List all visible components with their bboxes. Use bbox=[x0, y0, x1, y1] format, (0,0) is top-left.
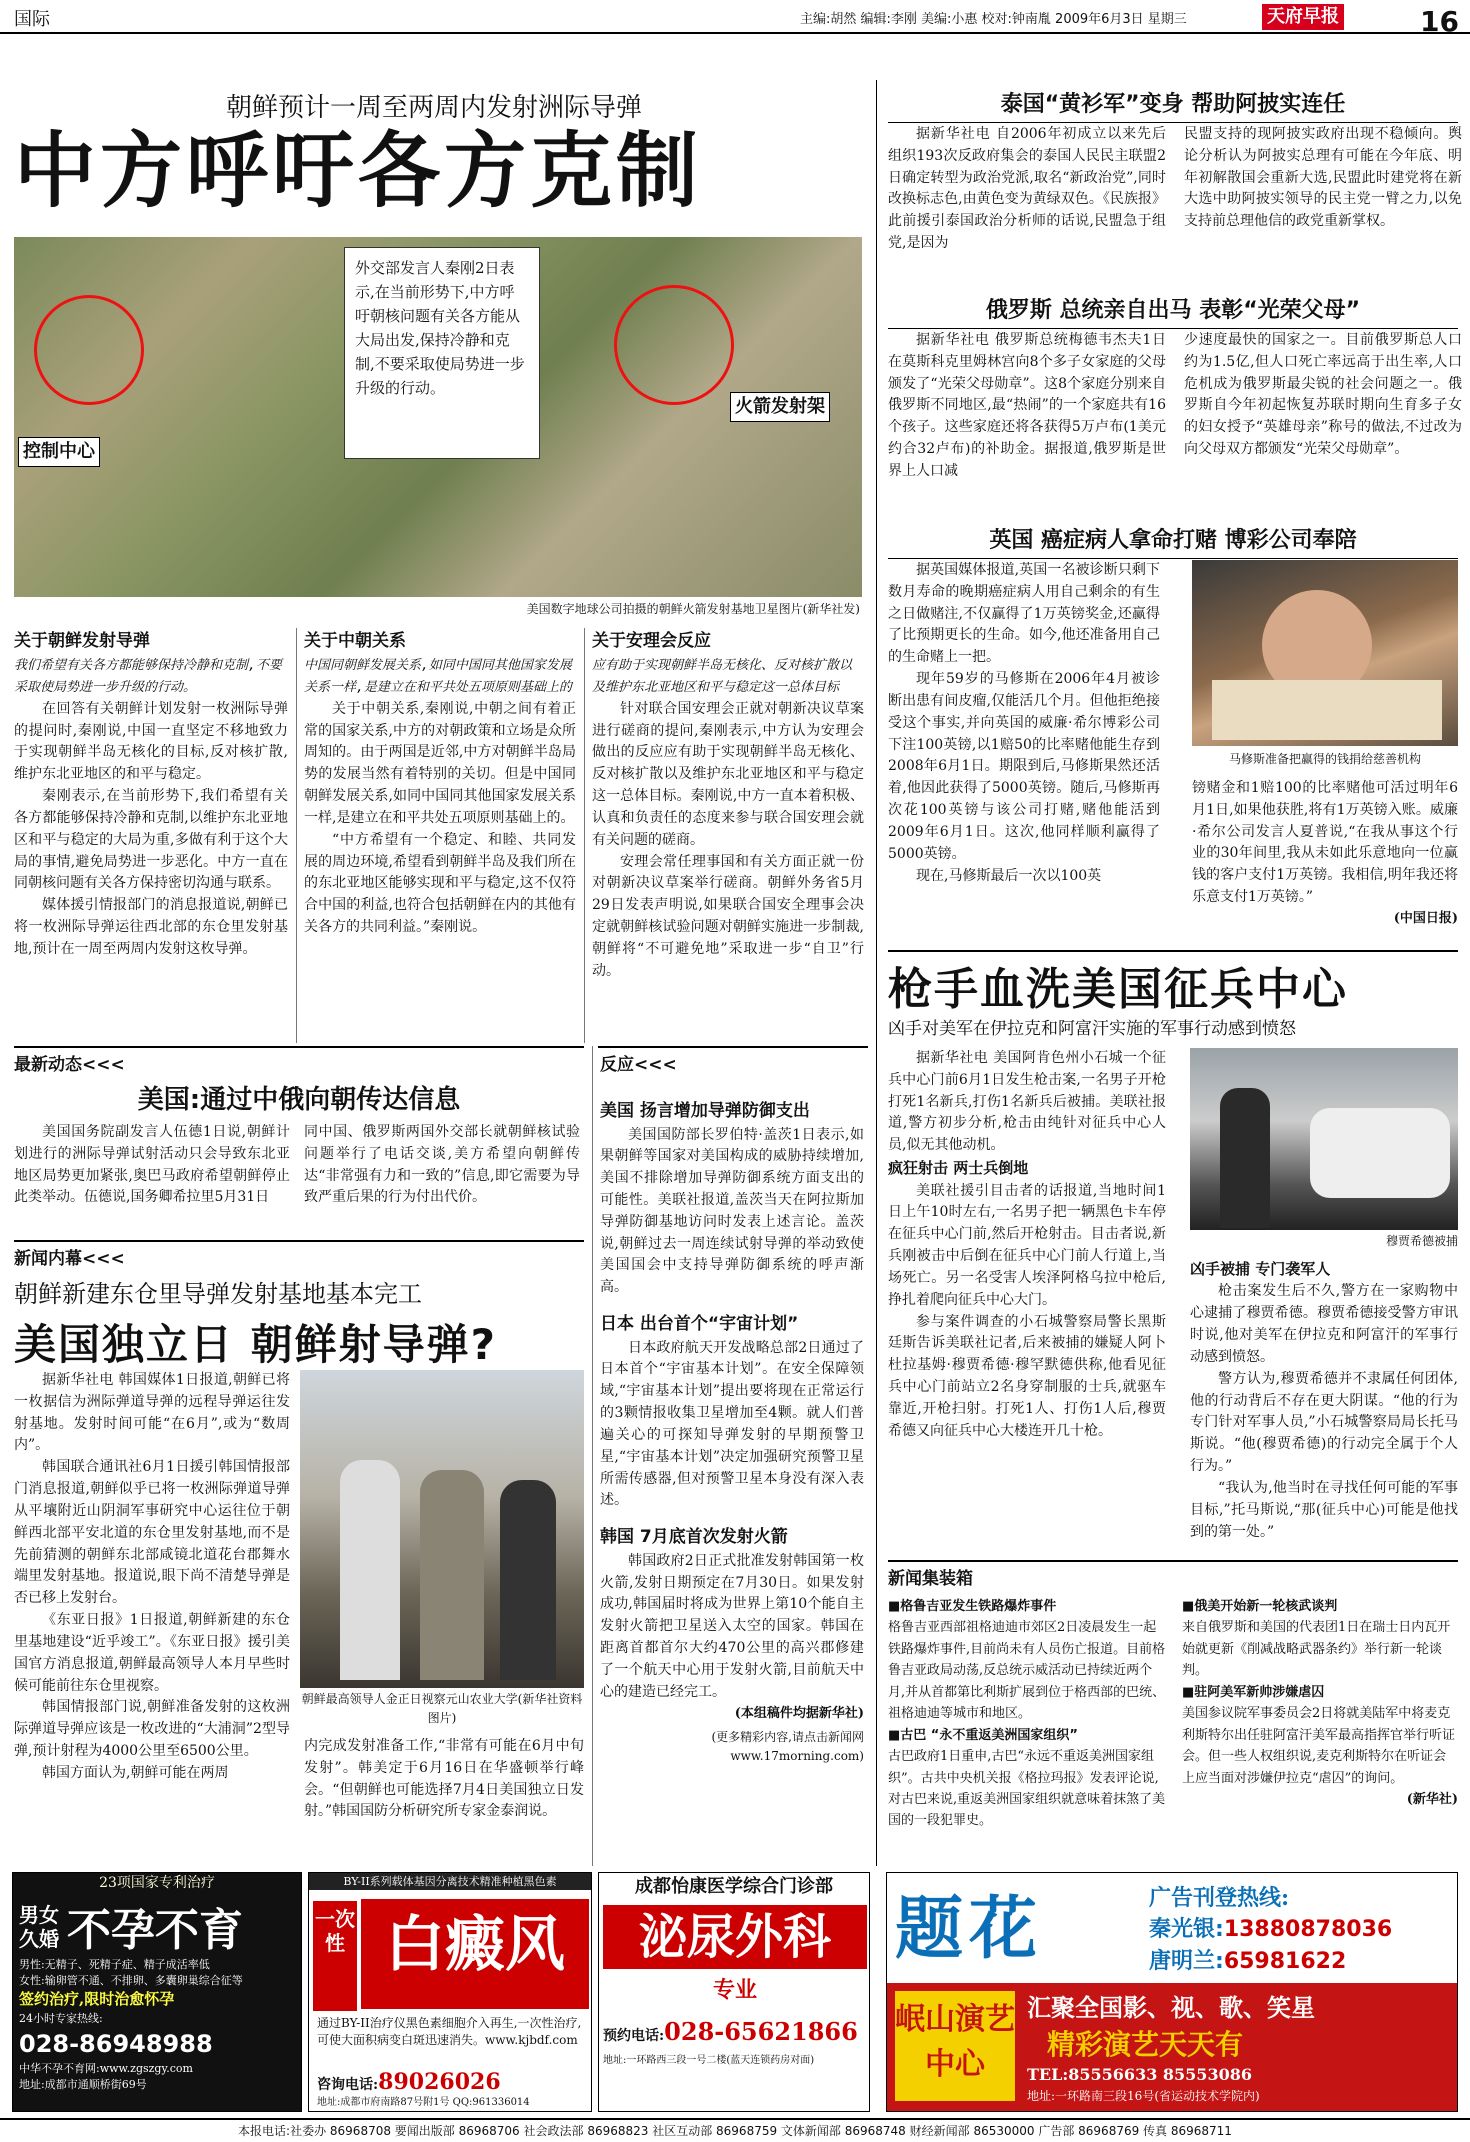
ad-sub-text: 通过BY-II治疗仪黑色素细胞介入再生,一次性治疗,可使大面积病变白斑迅速消失。www.kjbdf.com bbox=[317, 2016, 582, 2047]
ad-phone-label: 咨询电话: bbox=[317, 2077, 379, 2093]
paragraph: 参与案件调查的小石城警察局警长黑斯廷斯告诉美联社记者,后来被捕的嫌疑人阿卜杜拉基姆·穆贾希德·穆罕默德供称,他看见征兵中心门前站立2名身穿制服的士兵,就驱车靠近,开枪扫射。打死1人、打伤1人后,穆贾希德又向征兵中心大楼连开几十枪。 bbox=[888, 1313, 1166, 1439]
thailand-col2 bbox=[1184, 124, 1462, 233]
paragraph: 韩国政府2日正式批准发射韩国第一枚火箭,发射日期预定在7月30日。如果发射成功,韩国届时将成为世界上第10个能自主发射火箭把卫星送入太空的国家。韩国在距离首都首尔大约470公里的高兴郡修建了一个航天中心用于发射火箭,目前航天中心的建造已经完工。 bbox=[600, 1552, 864, 1700]
ad-address: 地址:一环路南三段16号(省运动技术学院内) bbox=[1027, 2089, 1260, 2103]
inside-section: 新闻内幕<<< bbox=[14, 1249, 125, 1269]
lead-column-3 bbox=[592, 628, 864, 982]
lead-col2-title: 关于中朝关系 bbox=[304, 631, 406, 651]
reaction-source: (本组稿件均据新华社) bbox=[734, 1705, 864, 1721]
lead-column-2 bbox=[304, 628, 576, 939]
ad-top-line: 23项国家专利治疗 bbox=[99, 1875, 215, 1891]
uk-col2 bbox=[1192, 778, 1458, 929]
ad-placement[interactable] bbox=[886, 1872, 1458, 2112]
russia-col1 bbox=[888, 330, 1166, 483]
lead-col3-intro: 应有助于实现朝鲜半岛无核化、反对核扩散以及维护东北亚地区和平与稳定这一总体目标 bbox=[592, 657, 853, 695]
control-center-label: 控制中心 bbox=[18, 437, 100, 467]
lead-kicker: 朝鲜预计一周至两周内发射洲际导弹 bbox=[225, 93, 642, 123]
satellite-photo bbox=[14, 237, 862, 597]
reaction-title-japan: 日本 出台首个“宇宙计划” bbox=[600, 1314, 799, 1335]
paragraph: 据新华社电 自2006年初成立以来先后组织193次反政府集会的泰国人民民主联盟2日确定转型为政治党派,取名“新政治党”,同时改换标志色,由黄色变为黄绿双色。《民族报》此前援引泰国政治分析师的话说,民盟急于组党,是因为 bbox=[888, 126, 1166, 252]
paragraph: 现年59岁的马修斯在2006年4月被诊断出患有间皮瘤,仅能活几个月。但他拒绝接受这个事实,并向英国的威廉·希尔博彩公司下注100英镑,以1赔50的比率赌他能生存到2008年6月1日。期限到后,马修斯果然还活着,他因此获得了5000英镑。随后,马修斯再次花100英镑与该公司打赌,赌他能活到2009年6月1日。这次,他同样顺利赢得了5000英镑。 bbox=[888, 671, 1160, 862]
shooting-sub2: 凶手被捕 专门袭军人 bbox=[1190, 1260, 1331, 1278]
brief-text: 格鲁吉亚西部祖格迪迪市郊区2日凌晨发生一起铁路爆炸事件,目前尚未有人员伤亡报道。目前格鲁吉亚政局动荡,反总统示威活动已持续近两个月,并从首都第比利斯扩展到位于格西部的巴统、祖格迪迪等城市和地区。 bbox=[888, 1620, 1166, 1722]
thailand-headline: 泰国“黄衫军”变身 帮助阿披实连任 bbox=[888, 88, 1458, 123]
ad-line: 签约治疗,限时治愈怀孕 bbox=[19, 1989, 175, 2008]
reaction-items bbox=[600, 1098, 864, 1765]
ad-contact-phone: 13880878036 bbox=[1223, 1917, 1393, 1942]
ad-address: 地址:成都市府南路87号附1号 QQ:961336014 bbox=[317, 2097, 530, 2108]
lead-column-1 bbox=[14, 628, 288, 961]
briefs-col1 bbox=[888, 1596, 1166, 1832]
brief-title: ■古巴 “永不重返美洲国家组织” bbox=[888, 1727, 1078, 1743]
ad-side-text: 男女久婚 bbox=[19, 1903, 59, 1951]
ad-infertility[interactable] bbox=[12, 1872, 302, 2112]
paragraph: 民盟支持的现阿披实政府出现不稳倾向。舆论分析认为阿披实总理有可能在今年底、明年初解散国会重新大选,民盟此时建党将在新大选中助阿披实领导的民主党一臂之力,以免支持前总理他信的政党重新掌权。 bbox=[1184, 126, 1462, 230]
ad-phone: 89026026 bbox=[378, 2069, 501, 2095]
paragraph: 据新华社电 俄罗斯总统梅德韦杰夫1日在莫斯科克里姆林宫向8个多子女家庭的父母颁发了“光荣父母勋章”。这8个家庭分别来自俄罗斯不同地区,最“热闹”的一个家庭共有16个孩子。这些家庭还将各获得5万卢布(1美元约合32卢布)的补助金。据报道,俄罗斯是世界上人口减 bbox=[888, 332, 1166, 479]
paragraph: 媒体援引情报部门的消息报道说,朝鲜已将一枚洲际导弹运往西北部的东仓里发射基地,预计在一周至两周内发射这枚导弹。 bbox=[14, 897, 288, 957]
ad-hotline-label: 广告刊登热线: bbox=[1149, 1885, 1290, 1911]
ad-contact-name: 秦光银: bbox=[1149, 1917, 1224, 1942]
russia-col2 bbox=[1184, 330, 1462, 461]
paragraph: 据新华社电 韩国媒体1日报道,朝鲜已将一枚据信为洲际弹道导弹的远程导弹运往发射基地。发射时间可能“在6月”,或为“数周内”。 bbox=[14, 1372, 290, 1454]
arrest-photo bbox=[1190, 1048, 1458, 1230]
paragraph: 同中国、俄罗斯两国外交部长就朝鲜核试验问题举行了电话交谈,美方希望向朝鲜传达“非常强有力和一致的”信息,即它需要为导致严重后果的行为付出代价。 bbox=[304, 1124, 580, 1206]
shooting-headline: 枪手血洗美国征兵中心 bbox=[888, 964, 1348, 1015]
kim-jongil-photo bbox=[300, 1370, 584, 1688]
editor-credits: 主编:胡然 编辑:李刚 美编:小惠 校对:钟南胤 2009年6月3日 星期三 bbox=[800, 12, 1187, 27]
ad-slogan: 汇聚全国影、视、歌、笑星 bbox=[1027, 1993, 1315, 2022]
paragraph: 关于中朝关系,秦刚说,中朝之间有着正常的国家关系,中方的对朝政策和立场是众所周知的。由于两国是近邻,中方对朝鲜半岛局势的发展当然有着特别的关切。但是中国同朝鲜发展关系,如同中国同其他国家发展关系一样,是建立在和平共处五项原则基础上的。 bbox=[304, 700, 576, 826]
paragraph: 美联社援引目击者的话报道,当地时间1日上午10时左右,一名男子把一辆黑色卡车停在征兵中心门前,然后开枪射击。目击者说,新兵刚被击中后倒在征兵中心门前人行道上,当场死亡。另一名受害人埃泽阿格乌拉中枪后,挣扎着爬向征兵中心大门。 bbox=[888, 1182, 1166, 1308]
reaction-more-link[interactable]: (更多精彩内容,请点击新闻网www.17morning.com) bbox=[711, 1729, 864, 1763]
uk-headline: 英国 癌症病人拿命打赌 博彩公司奉陪 bbox=[888, 524, 1458, 559]
paragraph: 《东亚日报》1日报道,朝鲜新建的东仓里基地建设“近乎竣工”。《东亚日报》援引美国官方消息报道,朝鲜最高领导人本月早些时候可能前往东仓里视察。 bbox=[14, 1612, 290, 1694]
ad-phone: 028-65621866 bbox=[664, 2017, 858, 2046]
paragraph: 少速度最快的国家之一。目前俄罗斯总人口约为1.5亿,但人口死亡率远高于出生率,人口危机成为俄罗斯最尖锐的社会问题之一。俄罗斯自今年初起恢复苏联时期向生育多子女的妇女授予“英雄母亲”称号的做法,不过改为向父母双方都颁发“光荣父母勋章”。 bbox=[1184, 332, 1462, 458]
briefs-source: (新华社) bbox=[1406, 1791, 1458, 1807]
ad-address: 地址:成都市通顺桥街69号 bbox=[19, 2078, 147, 2092]
brief-title: ■俄美开始新一轮核武谈判 bbox=[1182, 1599, 1338, 1614]
shooting-col1 bbox=[888, 1048, 1166, 1442]
ad-side-text: 一次性 bbox=[313, 1901, 357, 2011]
launch-pad-label: 火箭发射架 bbox=[730, 392, 830, 422]
ad-phone: 028-86948988 bbox=[19, 2029, 213, 2058]
ad-sub-text: 专业 bbox=[712, 1977, 757, 2003]
inside-kicker: 朝鲜新建东仓里导弹发射基地基本完工 bbox=[14, 1280, 422, 1308]
ad-line: 女性:输卵管不通、不排卵、多囊卵巢综合征等 bbox=[19, 1973, 243, 1987]
shooting-subtitle: 凶手对美军在伊拉克和阿富汗实施的军事行动感到愤怒 bbox=[888, 1019, 1296, 1039]
paragraph: 在回答有关朝鲜计划发射一枚洲际导弹的提问时,秦刚说,中国一直坚定不移地致力于实现朝鲜半岛无核化的目标,反对核扩散,维护东北亚地区的和平与稳定。 bbox=[14, 700, 288, 783]
lead-col1-intro: 我们希望有关各方都能够保持冷静和克制,不要采取使局势进一步升级的行动。 bbox=[14, 657, 282, 695]
brief-title: ■格鲁吉亚发生铁路爆炸事件 bbox=[888, 1599, 1057, 1614]
paragraph: 韩国情报部门说,朝鲜准备发射的这枚洲际弹道导弹应该是一枚改进的“大浦洞”2型导弹,预计射程为4000公里至6500公里。 bbox=[14, 1699, 290, 1760]
paragraph: 美国国防部长罗伯特·盖茨1日表示,如果朝鲜等国家对美国构成的威胁持续增加,美国不排除增加导弹防御系统方面支出的可能性。美联社报道,盖茨当天在阿拉斯加导弹防御基地访问时发表上述言论。盖茨说,朝鲜过去一周连续试射导弹的举动致使美国国会中支持导弹防御系统的呼声渐高。 bbox=[600, 1126, 864, 1296]
uk-source: (中国日报) bbox=[1393, 910, 1458, 926]
paragraph: 现在,马修斯最后一次以100英 bbox=[916, 867, 1102, 884]
thailand-col1 bbox=[888, 124, 1166, 255]
brief-text: 古巴政府1日重申,古巴“永远不重返美洲国家组织”。古共中央机关报《格拉玛报》发表评论说,对古巴来说,重返美洲国家组织就意味着抹煞了美国的一段犯罪史。 bbox=[888, 1749, 1166, 1829]
ad-main-text: 白癜风 bbox=[361, 1899, 589, 2009]
reaction-section: 反应<<< bbox=[600, 1055, 677, 1075]
page-footer: 本报电话:社委办 86968708 要闻出版部 86968706 社会政法部 86968823 社区互动部 86968759 文体新闻部 86968748 财经新闻部 86530000 广告部 86968769 传真 86968711 bbox=[0, 2118, 1470, 2142]
russia-headline: 俄罗斯 总统亲自出马 表彰“光荣父母” bbox=[888, 294, 1458, 329]
ad-address: 地址:一环路西三段一号二楼(蓝天连锁药房对面) bbox=[603, 2055, 815, 2066]
reaction-title-us: 美国 扬言增加导弹防御支出 bbox=[600, 1101, 810, 1121]
paragraph: 安理会常任理事国和有关方面正就一份对朝新决议草案举行磋商。朝鲜外务省5月29日发表声明说,如果联合国安全理事会决定就朝鲜核试验问题对朝鲜实施进一步制裁,朝鲜将“不可避免地”采取进一步“自卫”行动。 bbox=[592, 853, 864, 979]
brief-title: ■驻阿美军新帅涉嫌虐囚 bbox=[1182, 1684, 1325, 1700]
ad-main-text: 泌尿外科 bbox=[603, 1905, 867, 1969]
paragraph: “我认为,他当时在寻找任何可能的军事目标,”托马斯说,“那(征兵中心)可能是他找到的第一处。” bbox=[1190, 1479, 1458, 1540]
brief-text: 来自俄罗斯和美国的代表团1日在瑞士日内瓦开始就更新《削减战略武器条约》举行新一轮谈判。 bbox=[1182, 1620, 1451, 1679]
paragraph: 内完成发射准备工作,“非常有可能在6月中旬发射”。韩美定于6月16日在华盛顿举行峰会。“但朝鲜也可能选择7月4日美国独立日发射。”韩国国防分析研究所专家金泰润说。 bbox=[304, 1738, 584, 1820]
paragraph: 日本政府航天开发战略总部2日通过了日本首个“宇宙基本计划”。在安全保障领域,“宇宙基本计划”提出要将现在正常运行的3颗情报收集卫星增加至4颗。就人们普遍关心的可探知导弹发射的早期预警卫星,“宇宙基本计划”决定加强研究预警卫星所需传感器,但对预警卫星本身没有深入表述。 bbox=[600, 1339, 864, 1509]
inside-col1 bbox=[14, 1370, 290, 1785]
paragraph: 针对联合国安理会正就对朝新决议草案进行磋商的提问,秦刚表示,中方认为安理会做出的反应应有助于实现朝鲜半岛无核化、反对核扩散以及维护东北亚地区和平与稳定这一总体目标。秦刚说,中方一直本着积极、认真和负责任的态度来参与联合国安理会就有关问题的磋商。 bbox=[592, 700, 864, 848]
ad-contact-name: 唐明兰: bbox=[1149, 1949, 1224, 1974]
shooting-sub1: 疯狂射击 两士兵倒地 bbox=[888, 1159, 1029, 1178]
ad-slogan: 精彩演艺天天有 bbox=[1047, 2028, 1244, 2061]
briefs-section: 新闻集装箱 bbox=[888, 1569, 973, 1589]
inside-headline: 美国独立日 朝鲜射导弹? bbox=[14, 1320, 497, 1369]
paragraph: 韩国方面认为,朝鲜可能在两周 bbox=[42, 1764, 229, 1781]
lead-col3-title: 关于安理会反应 bbox=[592, 631, 711, 651]
newspaper-logo: 天府早报 bbox=[1262, 4, 1344, 30]
launch-pad-circle bbox=[614, 285, 734, 405]
satellite-caption: 美国数字地球公司拍摄的朝鲜火箭发射基地卫星图片(新华社发) bbox=[526, 602, 860, 616]
shooting-col2 bbox=[1190, 1258, 1458, 1543]
paragraph: “中方希望有一个稳定、和睦、共同发展的周边环境,希望看到朝鲜半岛及我们所在的东北亚地区能够实现和平与稳定,这不仅符合中国的利益,也符合包括朝鲜在内的其他有关各方的共同利益。”秦刚说。 bbox=[304, 831, 576, 935]
paragraph: 韩国联合通讯社6月1日援引韩国情报部门消息报道,朝鲜似乎已将一枚洲际弹道导弹从平壤附近山阴洞军事研究中心运往位于朝鲜西北部平安北道的东仓里发射基地,而不是先前猜测的朝鲜东北部咸镜北道花台郡舞水端里发射基地。报道说,眼下尚不清楚导弹是否已移上发射台。 bbox=[14, 1459, 290, 1607]
paragraph: 枪击案发生后不久,警方在一家购物中心逮捕了穆贾希德。穆贾希德接受警方审讯时说,他对美军在伊拉克和阿富汗的军事行动感到愤怒。 bbox=[1190, 1283, 1458, 1365]
dynamics-col2 bbox=[304, 1122, 580, 1209]
page-number: 16 bbox=[1420, 5, 1459, 38]
control-center-circle bbox=[34, 295, 144, 405]
reaction-title-korea: 韩国 7月底首次发射火箭 bbox=[600, 1527, 788, 1548]
ad-tel: 85556633 bbox=[1068, 2065, 1158, 2084]
lead-col1-title: 关于朝鲜发射导弹 bbox=[14, 631, 150, 651]
paragraph: 警方认为,穆贾希德并不隶属任何团体,他的行动背后不存在更大阴谋。“他的行为专门针对军事人员,”小石城警察局局长托马斯说。“他(穆贾希德)的行动完全属于个人行为。” bbox=[1190, 1370, 1458, 1475]
paragraph: 据英国媒体报道,英国一名被诊断只剩下数月寿命的晚期癌症病人用自己剩余的有生之日做赌注,不仅赢得了1万英镑奖金,还赢得了比预期更长的生命。如今,他还准备用自己的生命赌上一把。 bbox=[888, 562, 1160, 666]
spokesman-quote-box: 外交部发言人秦刚2日表示,在当前形势下,中方呼吁朝核问题有关各方能从大局出发,保持冷静和克制,不要采取使局势进一步升级的行动。 bbox=[344, 247, 540, 459]
lead-headline: 中方呼吁各方克制 bbox=[14, 124, 703, 219]
inside-col2 bbox=[304, 1736, 584, 1823]
ad-contact-phone: 65981622 bbox=[1223, 1949, 1347, 1974]
ad-tel-label: TEL: bbox=[1027, 2065, 1069, 2084]
kim-photo-caption: 朝鲜最高领导人金正日视察元山农业大学(新华社资料图片) bbox=[301, 1692, 583, 1725]
ad-phone-label: 预约电话: bbox=[603, 2028, 665, 2044]
paragraph: 镑赌金和1赔100的比率赌他可活过明年6月1日,如果他获胜,将有1万英镑入账。威廉·希尔公司发言人夏普说,“在我从事这个行业的30年间里,我从未如此乐意地向一位赢钱的客户支付1万英镑。我相信,明年我还将乐意支付1万英镑。” bbox=[1192, 780, 1458, 906]
dynamics-headline: 美国:通过中俄向朝传达信息 bbox=[137, 1085, 461, 1115]
ad-main-text: 不孕不育 bbox=[67, 1905, 243, 1956]
matthews-caption: 马修斯准备把赢得的钱捐给慈善机构 bbox=[1228, 752, 1421, 766]
lead-col2-intro: 中国同朝鲜发展关系,如同中国同其他国家发展关系一样,是建立在和平共处五项原则基础上的 bbox=[304, 657, 572, 695]
paragraph: 美国国务院副发言人伍德1日说,朝鲜计划进行的洲际导弹试射活动只会导致东北亚地区局势更加紧张,奥巴马政府希望朝鲜停止此类举动。伍德说,国务卿希拉里5月31日 bbox=[14, 1124, 290, 1206]
dynamics-section: 最新动态<<< bbox=[14, 1055, 125, 1075]
brief-text: 美国参议院军事委员会2日将就美陆军中将麦克利斯特尔出任驻阿富汗美军最高指挥官举行听证会。但一些人权组织说,麦克利斯特尔在听证会上应当面对涉嫌伊拉克“虐囚”的询问。 bbox=[1182, 1706, 1456, 1786]
dynamics-col1 bbox=[14, 1122, 290, 1209]
briefs-col2 bbox=[1182, 1596, 1458, 1810]
ad-vitiligo[interactable] bbox=[308, 1872, 592, 2112]
paragraph: 据新华社电 美国阿肯色州小石城一个征兵中心门前6月1日发生枪击案,一名男子开枪打死1名新兵,打伤1名新兵后被捕。美联社报道,警方初步分析,枪击由纯针对征兵中心人员,似无其他动机。 bbox=[888, 1050, 1166, 1154]
ad-main-text: 题花 bbox=[895, 1890, 1044, 1969]
ad-web: 中华不孕不育网:www.zgszgy.com bbox=[19, 2062, 193, 2076]
ads-row bbox=[0, 1868, 1470, 2118]
section-name: 国际 bbox=[14, 9, 50, 30]
uk-col1 bbox=[888, 560, 1160, 887]
ad-top-line: 成都怡康医学综合门诊部 bbox=[635, 1876, 833, 1897]
ad-hotline-label: 24小时专家热线: bbox=[19, 2011, 103, 2025]
ad-top-line: BY-II系列载体基因分离技术精准种植黑色素 bbox=[309, 1873, 591, 1890]
ad-line: 男性:无精子、死精子症、精子成活率低 bbox=[19, 1958, 210, 1971]
paragraph: 秦刚表示,在当前形势下,我们希望有关各方都能够保持冷静和克制,以维护东北亚地区和平与稳定的大局为重,多做有利于这个大局的事情,避免局势进一步恶化。中方一直在同朝核问题有关各方保持密切沟通与联系。 bbox=[14, 788, 288, 892]
arrest-caption: 穆贾希德被捕 bbox=[1385, 1234, 1458, 1248]
ad-urology[interactable] bbox=[598, 1872, 870, 2112]
page-header bbox=[0, 0, 1470, 38]
ad-tel: 85553086 bbox=[1162, 2065, 1252, 2084]
matthews-photo bbox=[1192, 560, 1458, 746]
ad-venue-name: 岷山演艺中心 bbox=[895, 1991, 1015, 2101]
